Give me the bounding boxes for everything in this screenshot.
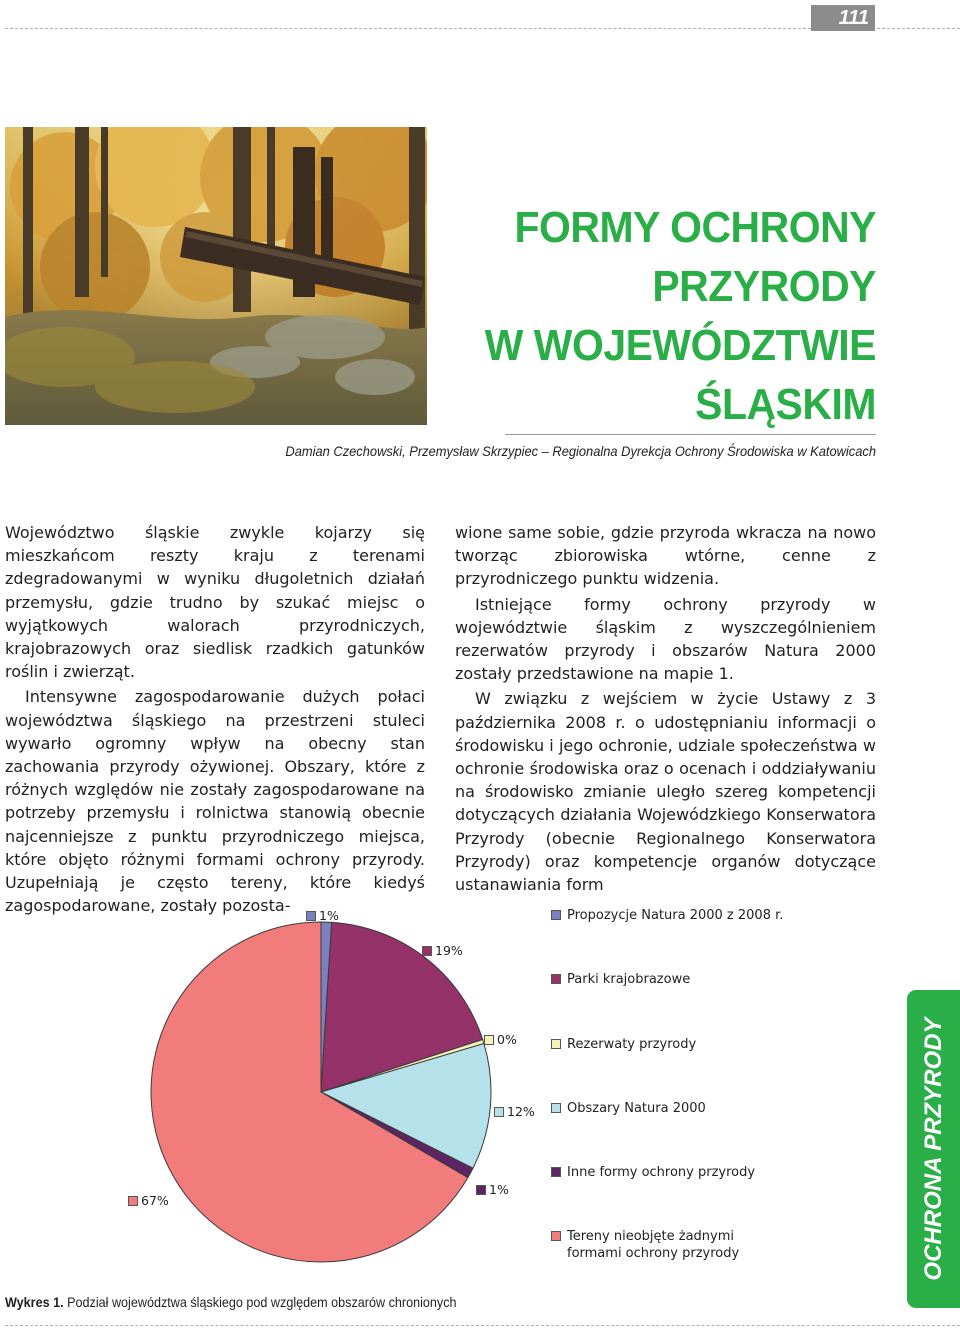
title-line-3: W WOJEWÓDZTWIE (484, 321, 876, 370)
legend-swatch (551, 1039, 561, 1049)
pie-slice-label-text: 1% (489, 1182, 509, 1197)
forest-photo (5, 127, 427, 425)
legend-swatch (551, 1167, 561, 1177)
pie-slice-label-text: 0% (497, 1032, 517, 1047)
legend-swatch (551, 910, 561, 920)
legend-label: Tereny nieobjęte żadnymi formami ochrony przyrody (567, 1229, 740, 1261)
pie-slice-label (484, 1032, 517, 1047)
pie-slice-label-text: 67% (141, 1193, 169, 1208)
side-tab-label: OCHRONA PRZYRODY (919, 1017, 947, 1281)
pie-slice-label-text: 1% (319, 908, 339, 923)
page-number: 111 (811, 5, 875, 31)
pie-slice-label-swatch (484, 1035, 494, 1045)
body-column-left (5, 521, 425, 917)
pie-slice-label (306, 908, 339, 923)
legend-swatch (551, 1231, 561, 1241)
paragraph: W związku z wejściem w życie Ustawy z 3 października 2008 r. o udostępnianiu informacji o środowisku i jego ochronie, udziale społeczeństwa w ochronie środowiska oraz o ocenach i oddziaływaniu na środowisko zmianie uległo szereg kompetencji dotyczących działania Wojewódzkiego Konserwatora Przyrody (obecnie Regionalnego Konserwatora Przyrody) oraz kompetencje organów dotyczące ustanawiania form (455, 689, 876, 895)
pie-slice-label-swatch (476, 1185, 486, 1195)
pie-slice-label (128, 1193, 169, 1208)
legend-label: Rezerwaty przyrody (567, 1037, 697, 1052)
title-rule (505, 434, 876, 435)
section-side-tab (907, 990, 960, 1308)
body-column-right (455, 521, 876, 896)
pie-slice-label-swatch (422, 946, 432, 956)
legend-label: Parki krajobrazowe (567, 972, 691, 987)
pie-slice-label-swatch (494, 1107, 504, 1117)
pie-slice-label-swatch (306, 911, 316, 921)
title-line-2: PRZYRODY (652, 262, 876, 311)
pie-slice-label-text: 19% (435, 943, 463, 958)
page-title (471, 198, 876, 434)
footer-rule (5, 1325, 960, 1326)
pie-slice-label (422, 943, 463, 958)
legend-swatch (551, 1103, 561, 1113)
paragraph: Województwo śląskie zwykle kojarzy się mieszkańcom reszty kraju z terenami zdegradowanymi w wyniku długoletnich działań przemysłu, gdzie trudno by szukać miejsc o wyjątkowych walorach przyrodniczych, krajobrazowych oraz siedlisk rzadkich gatunków roślin i zwierząt. (5, 523, 425, 682)
pie-slice-label (476, 1182, 509, 1197)
title-line-4: ŚLĄSKIM (695, 380, 876, 429)
pie-slice-label-swatch (128, 1196, 138, 1206)
paragraph: wione same sobie, gdzie przyroda wkracza na nowo tworząc zbiorowiska wtórne, cenne z przyrodniczego punktu widzenia. (455, 523, 876, 589)
header-rule (5, 28, 811, 29)
chart-caption (5, 1294, 457, 1310)
legend-label: Propozycje Natura 2000 z 2008 r. (567, 908, 784, 923)
header-rule-right (877, 28, 960, 29)
legend-swatch (551, 974, 561, 984)
caption-prefix: Wykres 1. (5, 1294, 64, 1310)
authors-line: Damian Czechowski, Przemysław Skrzypiec – Regionalna Dyrekcja Ochrony Środowiska w Katowicach (285, 443, 876, 459)
pie-slice-label-text: 12% (507, 1104, 535, 1119)
paragraph: Intensywne zagospodarowanie dużych połaci województwa śląskiego na przestrzeni stuleci wywarło ogromny wpływ na obecny stan zachowania przyrody ożywionej. Obszary, które z różnych względów nie zostały zagospodarowane na potrzeby przemysłu i rolnictwa stanowią obecnie najcenniejsze z punktu przyrodniczego miejsca, które objęto różnymi formami ochrony przyrody. Uzupełniają je często tereny, które kiedyś zagospodarowane, zostały pozosta- (5, 687, 425, 916)
paragraph: Istniejące formy ochrony przyrody w województwie śląskim z wyszczególnieniem rezerwatów przyrody i obszarów Natura 2000 zostały przedstawione na mapie 1. (455, 594, 876, 684)
legend-label: Inne formy ochrony przyrody (567, 1165, 756, 1180)
forest-photo-image (5, 127, 427, 425)
pie-slice-label (494, 1104, 535, 1119)
caption-text: Podział województwa śląskiego pod względem obszarów chronionych (63, 1294, 457, 1310)
legend-label: Obszary Natura 2000 (567, 1101, 706, 1116)
title-line-1: FORMY OCHRONY (514, 203, 876, 252)
